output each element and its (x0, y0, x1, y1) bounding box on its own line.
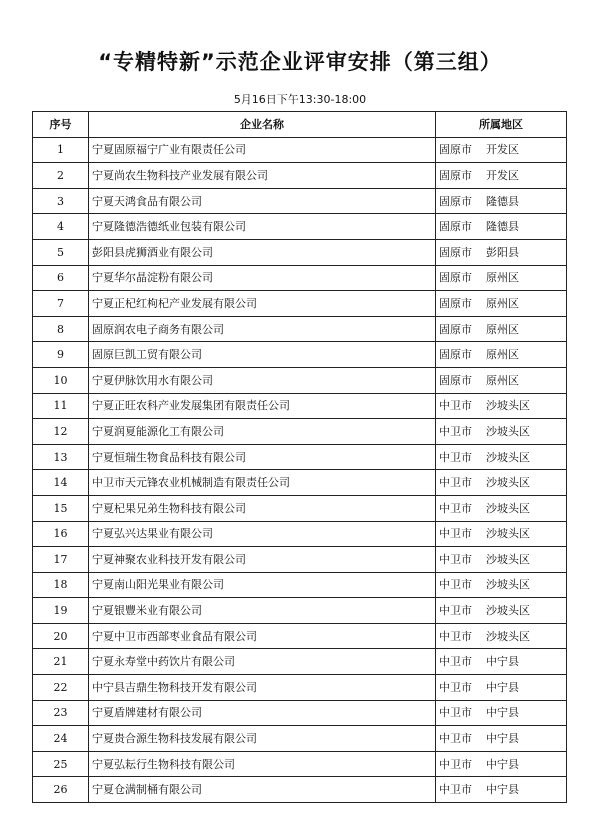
row-region-city: 固原市 (439, 271, 472, 285)
row-region-district: 沙坡头区 (486, 476, 530, 490)
row-region (436, 163, 567, 189)
row-company-name: 宁夏润夏能源化工有限公司 (89, 419, 436, 445)
row-region-district: 彭阳县 (486, 245, 519, 259)
row-region-district: 中宁县 (486, 680, 519, 694)
table-row (33, 495, 567, 521)
table-row (33, 316, 567, 342)
row-region (436, 444, 567, 470)
table-row (33, 675, 567, 701)
row-region (436, 470, 567, 496)
schedule-time: 5月16日下午13:30-18:00 (233, 93, 367, 106)
row-company-name: 宁夏弘兴达果业有限公司 (89, 521, 436, 547)
row-region-district: 开发区 (486, 143, 519, 157)
row-seq: 2 (33, 163, 89, 189)
row-region-district: 中宁县 (486, 757, 519, 771)
row-seq: 13 (33, 444, 89, 470)
table-row (33, 470, 567, 496)
row-company-name: 宁夏永寿堂中药饮片有限公司 (89, 649, 436, 675)
row-region-city: 中卫市 (439, 501, 472, 515)
row-seq: 20 (33, 623, 89, 649)
row-region (436, 291, 567, 317)
row-company-name: 宁夏仓满制桶有限公司 (89, 777, 436, 803)
row-region-city: 固原市 (439, 143, 472, 157)
row-region-city: 固原市 (439, 296, 472, 310)
row-region-city: 固原市 (439, 168, 472, 182)
row-seq: 14 (33, 470, 89, 496)
row-region (436, 777, 567, 803)
table-row (33, 393, 567, 419)
row-seq: 5 (33, 239, 89, 265)
page-title: “专精特新”示范企业评审安排（第三组） (98, 50, 502, 74)
row-region-city: 中卫市 (439, 655, 472, 669)
row-seq: 17 (33, 547, 89, 573)
row-region-district: 沙坡头区 (486, 578, 530, 592)
row-seq: 24 (33, 726, 89, 752)
table-row (33, 521, 567, 547)
row-region-district: 沙坡头区 (486, 424, 530, 438)
row-seq: 21 (33, 649, 89, 675)
row-region (436, 675, 567, 701)
row-region-district: 原州区 (486, 296, 519, 310)
row-region (436, 316, 567, 342)
row-region-city: 固原市 (439, 373, 472, 387)
table-row (33, 572, 567, 598)
row-region-district: 中宁县 (486, 655, 519, 669)
table-row (33, 623, 567, 649)
row-company-name: 宁夏弘耘行生物科技有限公司 (89, 751, 436, 777)
row-seq: 10 (33, 367, 89, 393)
row-region (436, 393, 567, 419)
row-region-city: 中卫市 (439, 706, 472, 720)
table-row (33, 700, 567, 726)
row-company-name: 宁夏恒瑞生物食品科技有限公司 (89, 444, 436, 470)
row-region-city: 固原市 (439, 220, 472, 234)
row-region (436, 521, 567, 547)
row-company-name: 宁夏杞果兄弟生物科技有限公司 (89, 495, 436, 521)
row-region-city: 固原市 (439, 348, 472, 362)
row-region-city: 固原市 (439, 245, 472, 259)
row-region (436, 214, 567, 240)
row-seq: 8 (33, 316, 89, 342)
row-region (436, 598, 567, 624)
row-company-name: 宁夏正杞红枸杞产业发展有限公司 (89, 291, 436, 317)
row-company-name: 宁夏南山阳光果业有限公司 (89, 572, 436, 598)
row-seq: 6 (33, 265, 89, 291)
row-region (436, 342, 567, 368)
row-company-name: 固原巨凯工贸有限公司 (89, 342, 436, 368)
row-company-name: 彭阳县虎狮酒业有限公司 (89, 239, 436, 265)
row-region-district: 沙坡头区 (486, 501, 530, 515)
row-region-district: 开发区 (486, 168, 519, 182)
table-row (33, 342, 567, 368)
row-seq: 16 (33, 521, 89, 547)
table-row (33, 547, 567, 573)
row-region-district: 沙坡头区 (486, 629, 530, 643)
table-row (33, 598, 567, 624)
row-region-city: 中卫市 (439, 552, 472, 566)
row-company-name: 中宁县吉鼎生物科技开发有限公司 (89, 675, 436, 701)
row-region (436, 137, 567, 163)
row-seq: 4 (33, 214, 89, 240)
row-region-district: 中宁县 (486, 706, 519, 720)
header-seq: 序号 (33, 112, 89, 138)
row-region-district: 原州区 (486, 348, 519, 362)
row-region (436, 495, 567, 521)
row-region-district: 原州区 (486, 322, 519, 336)
row-region-district: 沙坡头区 (486, 450, 530, 464)
row-region-city: 固原市 (439, 194, 472, 208)
row-company-name: 宁夏正旺农科产业发展集团有限责任公司 (89, 393, 436, 419)
table-row (33, 265, 567, 291)
row-region-district: 原州区 (486, 271, 519, 285)
row-seq: 15 (33, 495, 89, 521)
row-company-name: 宁夏天鸿食品有限公司 (89, 188, 436, 214)
table-row (33, 751, 567, 777)
table-row (33, 163, 567, 189)
row-region (436, 649, 567, 675)
row-region-city: 中卫市 (439, 476, 472, 490)
row-company-name: 中卫市天元锋农业机械制造有限责任公司 (89, 470, 436, 496)
row-region-district: 沙坡头区 (486, 399, 530, 413)
row-seq: 23 (33, 700, 89, 726)
row-company-name: 宁夏华尔晶淀粉有限公司 (89, 265, 436, 291)
row-region (436, 700, 567, 726)
row-seq: 12 (33, 419, 89, 445)
row-company-name: 固原润农电子商务有限公司 (89, 316, 436, 342)
table-header-row (33, 112, 567, 138)
row-region-district: 沙坡头区 (486, 552, 530, 566)
row-company-name: 宁夏固原福宁广业有限责任公司 (89, 137, 436, 163)
row-seq: 9 (33, 342, 89, 368)
row-seq: 26 (33, 777, 89, 803)
row-region-city: 中卫市 (439, 578, 472, 592)
row-company-name: 宁夏尚农生物科技产业发展有限公司 (89, 163, 436, 189)
row-region (436, 547, 567, 573)
row-region (436, 726, 567, 752)
row-region-city: 固原市 (439, 322, 472, 336)
row-region-district: 中宁县 (486, 783, 519, 797)
row-company-name: 宁夏中卫市西部枣业食品有限公司 (89, 623, 436, 649)
row-company-name: 宁夏银豐米业有限公司 (89, 598, 436, 624)
row-region-district: 原州区 (486, 373, 519, 387)
row-region-city: 中卫市 (439, 783, 472, 797)
table-row (33, 444, 567, 470)
row-company-name: 宁夏伊脉饮用水有限公司 (89, 367, 436, 393)
table-row (33, 137, 567, 163)
row-region (436, 751, 567, 777)
row-region-district: 沙坡头区 (486, 604, 530, 618)
row-seq: 1 (33, 137, 89, 163)
row-region-city: 中卫市 (439, 629, 472, 643)
table-row (33, 291, 567, 317)
review-schedule-table (32, 111, 567, 803)
row-company-name: 宁夏隆德浩德纸业包装有限公司 (89, 214, 436, 240)
row-seq: 7 (33, 291, 89, 317)
row-region-district: 隆德县 (486, 220, 519, 234)
row-seq: 22 (33, 675, 89, 701)
row-region (436, 419, 567, 445)
row-region (436, 265, 567, 291)
row-seq: 3 (33, 188, 89, 214)
header-name: 企业名称 (89, 112, 436, 138)
table-row (33, 239, 567, 265)
row-region-city: 中卫市 (439, 604, 472, 618)
table-row (33, 726, 567, 752)
row-region-city: 中卫市 (439, 757, 472, 771)
row-company-name: 宁夏盾牌建材有限公司 (89, 700, 436, 726)
row-company-name: 宁夏神聚农业科技开发有限公司 (89, 547, 436, 573)
row-region (436, 188, 567, 214)
header-region: 所属地区 (436, 112, 567, 138)
row-seq: 19 (33, 598, 89, 624)
table-row (33, 214, 567, 240)
table-row (33, 649, 567, 675)
row-company-name: 宁夏贵合源生物科技发展有限公司 (89, 726, 436, 752)
row-region-city: 中卫市 (439, 732, 472, 746)
row-region-city: 中卫市 (439, 424, 472, 438)
row-region-city: 中卫市 (439, 399, 472, 413)
table-row (33, 188, 567, 214)
row-region (436, 367, 567, 393)
row-region-city: 中卫市 (439, 527, 472, 541)
row-seq: 11 (33, 393, 89, 419)
row-region (436, 623, 567, 649)
row-region-district: 隆德县 (486, 194, 519, 208)
row-region-district: 沙坡头区 (486, 527, 530, 541)
row-region (436, 572, 567, 598)
row-seq: 25 (33, 751, 89, 777)
row-region-city: 中卫市 (439, 450, 472, 464)
row-region-district: 中宁县 (486, 732, 519, 746)
table-row (33, 367, 567, 393)
row-seq: 18 (33, 572, 89, 598)
row-region (436, 239, 567, 265)
table-row (33, 419, 567, 445)
row-region-city: 中卫市 (439, 680, 472, 694)
table-row (33, 777, 567, 803)
